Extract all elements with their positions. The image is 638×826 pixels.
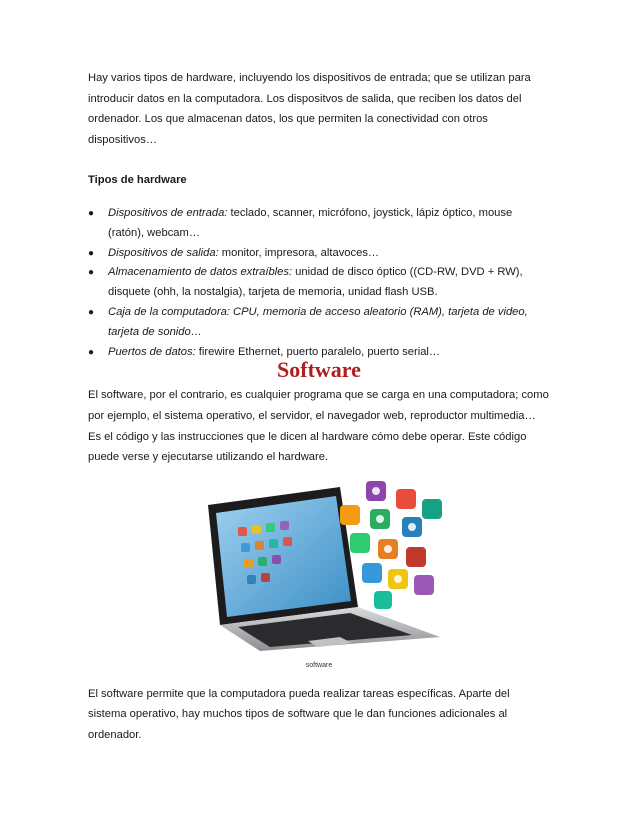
- laptop-illustration: [190, 475, 450, 655]
- document-page: [88, 68, 550, 746]
- list-item: ● Puertos de datos: firewire Ethernet, puerto paralelo, puerto serial…: [88, 343, 550, 363]
- list-item: ● Caja de la computadora: CPU, memoria de acceso aleatorio (RAM), tarjeta de video, tarjeta de sonido…: [88, 303, 550, 343]
- bullet-icon: ●: [88, 247, 95, 259]
- list-item: ● Dispositivos de salida: monitor, impresora, altavoces…: [88, 244, 550, 264]
- hardware-types-list: [88, 204, 550, 362]
- list-item: ● Dispositivos de entrada: teclado, scanner, micrófono, joystick, lápiz óptico, mouse (ratón), webcam…: [88, 204, 550, 244]
- intro-paragraph: Hay varios tipos de hardware, incluyendo los dispositivos de entrada; que se utilizan para introducir datos en la computadora. Los dispositvos de salida, que reciben los datos del ordenador. Los que almacenan datos, los que permiten la conectividad con otros dispositivos…: [88, 72, 531, 146]
- software-title: Software: [277, 357, 361, 383]
- figure-caption: software: [305, 661, 333, 669]
- types-heading: Tipos de hardware: [88, 174, 187, 187]
- bullet-icon: ●: [88, 346, 95, 358]
- list-item: ● Almacenamiento de datos extraíbles: unidad de disco óptico ((CD-RW, DVD + RW), disquete (ohh, la nostalgia), tarjeta de memoria, unidad flash USB.: [88, 263, 550, 303]
- bullet-icon: ●: [88, 306, 95, 318]
- software-paragraph-1: El software, por el contrario, es cualquier programa que se carga en una computadora; como por ejemplo, el sistema operativo, el servidor, el navegador web, reproductor multimedia… Es el código y las instrucciones que le dicen al hardware cómo debe operar. Este código puede verse y ejecutarse utilizando el hardware.: [88, 389, 549, 464]
- software-paragraph-2: El software permite que la computadora pueda realizar tareas específicas. Aparte del sistema operativo, hay muchos tipos de software que le dan funciones adicionales al ordenador.: [88, 687, 510, 741]
- bullet-icon: ●: [88, 267, 95, 279]
- bullet-icon: ●: [88, 207, 95, 219]
- software-figure: [88, 475, 550, 655]
